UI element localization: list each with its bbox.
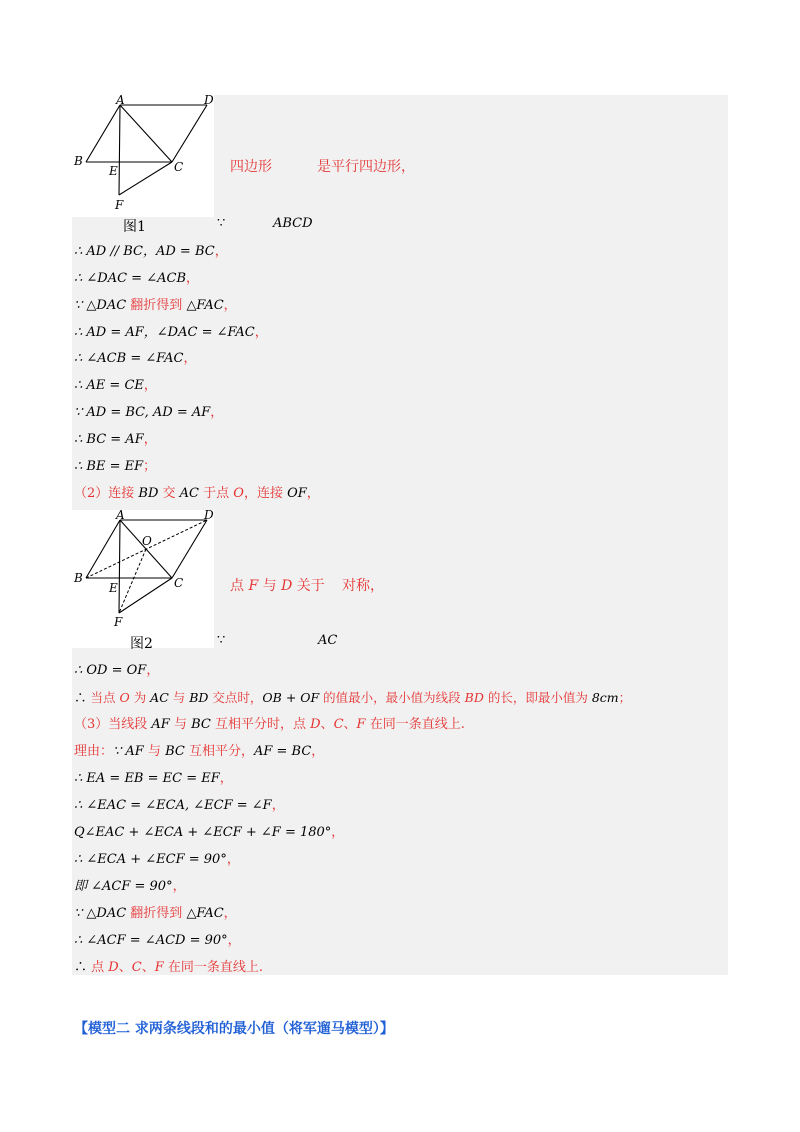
figure-2 — [72, 510, 214, 648]
label-a: A — [116, 510, 125, 522]
proof3-line-3: Q∠EAC + ∠ECA + ∠ECF + ∠F = 180°， — [74, 825, 345, 840]
label-c: C — [174, 160, 184, 174]
fig1-abcd: ABCD — [273, 216, 313, 231]
label-c: C — [174, 576, 184, 590]
figure-2-caption: 图2 — [130, 636, 153, 652]
figure-2-diagram — [72, 510, 214, 648]
proof-line-6: ∴ AE = CE， — [74, 378, 157, 393]
proof-line-2: ∴ ∠DAC = ∠ACB， — [74, 271, 200, 286]
proof3-line-7: ∴ ∠ACF = ∠ACD = 90°， — [74, 933, 241, 948]
fig1-side-text-2: 是平行四边形， — [317, 159, 415, 175]
fig1-side-text-1: 四边形 — [230, 159, 272, 175]
label-b: B — [74, 154, 83, 168]
proof-line-3: ∵ △DAC 翻折得到 △FAC， — [74, 298, 237, 313]
proof3-line-2: ∴ ∠EAC = ∠ECA, ∠ECF = ∠F， — [74, 798, 285, 813]
proof-line-4: ∴ AD = AF，∠DAC = ∠FAC， — [74, 325, 268, 340]
label-d: D — [204, 510, 214, 522]
fig2-because: ∵ — [217, 633, 226, 648]
proof-line-1: ∴ AD // BC，AD = BC， — [74, 244, 228, 259]
fig2-ac: AC — [318, 633, 338, 648]
label-e: E — [109, 164, 118, 178]
fig2-side-text: 点 F 与 D 关于 — [230, 578, 325, 594]
proof-line-5: ∴ ∠ACB = ∠FAC， — [74, 351, 197, 366]
reason-line: 理由：∵ AF 与 BC 互相平分，AF = BC， — [74, 744, 325, 759]
model-two-heading: 【模型二 求两条线段和的最小值（将军遛马模型）】 — [74, 1021, 394, 1037]
proof-line-7: ∵ AD = BC, AD = AF， — [74, 405, 224, 420]
final-conclusion: ∴ 点 D、C、F 在同一条直线上. — [74, 960, 263, 975]
figure-1-diagram — [72, 95, 214, 217]
label-f: F — [115, 198, 124, 212]
proof-line-8: ∴ BC = AF， — [74, 432, 157, 447]
proof3-line-4: ∴ ∠ECA + ∠ECF = 90°， — [74, 852, 240, 867]
proof-line-9: ∴ BE = EF； — [74, 459, 157, 474]
fig1-because: ∵ — [217, 216, 226, 231]
proof3-line-5: 即 ∠ACF = 90°， — [74, 879, 186, 894]
part-3-statement: （3）当线段 AF 与 BC 互相平分时，点 D、C、F 在同一条直线上. — [74, 717, 465, 732]
label-b: B — [74, 571, 83, 585]
label-o: O — [142, 534, 152, 548]
proof-line-minimum: ∴ 当点 O 为 AC 与 BD 交点时，OB + OF 的值最小，最小值为线段 BD 的长，即最小值为 8cm； — [74, 690, 632, 705]
fig2-side-text-2: 对称， — [342, 578, 384, 594]
proof3-line-6: ∵ △DAC 翻折得到 △FAC， — [74, 906, 237, 921]
proof3-line-1: ∴ EA = EB = EC = EF， — [74, 771, 233, 786]
part-2-statement: （2）连接 BD 交 AC 于点 O，连接 OF， — [74, 486, 320, 501]
proof-line-od: ∴ OD = OF， — [74, 663, 160, 678]
label-f: F — [114, 615, 123, 629]
figure-1 — [72, 95, 214, 217]
figure-1-caption: 图1 — [123, 219, 146, 235]
label-d: D — [204, 95, 214, 107]
label-a: A — [116, 95, 125, 107]
label-e: E — [109, 581, 118, 595]
